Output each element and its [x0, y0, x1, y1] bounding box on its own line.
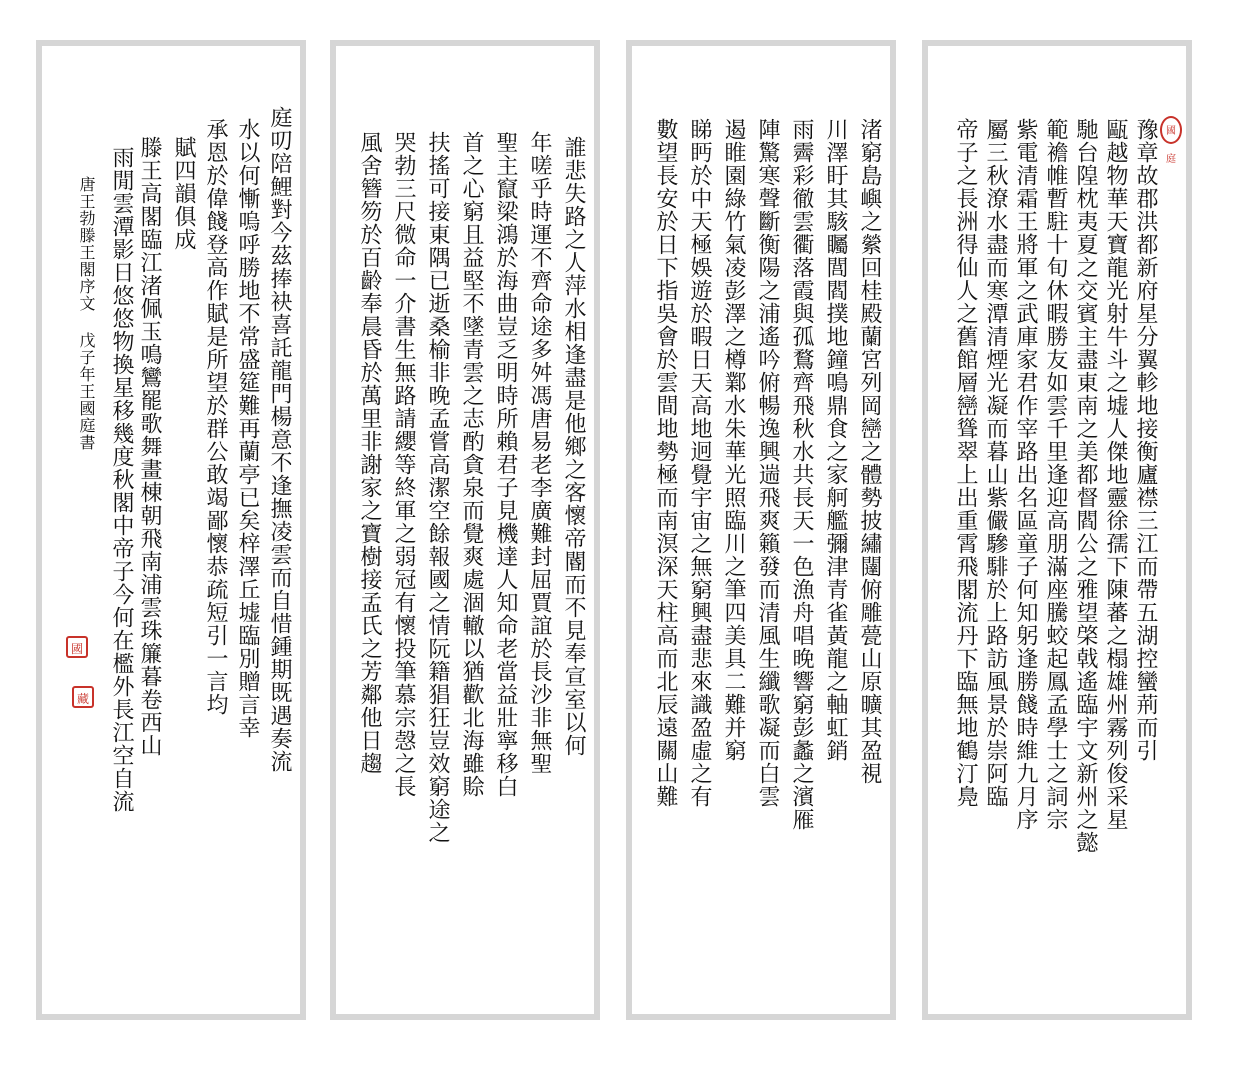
calligraphy-scroll-3: [626, 40, 896, 1020]
text-column: 誰悲失路之人萍水相逢盡是他鄉之客懷帝閽而不見奉宣室以何: [561, 136, 586, 757]
text-column: 屬三秋潦水盡而寒潭清煙光凝而暮山紫儼驂騑於上路訪風景於崇阿臨: [983, 118, 1008, 808]
text-column: 庭叨陪鯉對今茲捧袂喜託龍門楊意不逢撫凌雲而自惜鍾期既遇奏流: [267, 106, 292, 773]
text-column: 睇眄於中天極娛遊於暇日天高地迥覺宇宙之無窮興盡悲來識盈虛之有: [687, 118, 712, 808]
calligraphy-scroll-2: [330, 40, 600, 1020]
text-column: 帝子之長洲得仙人之舊館層巒聳翠上出重霄飛閣流丹下臨無地鶴汀鳧: [953, 118, 978, 808]
text-column: 陣驚寒聲斷衡陽之浦遙吟俯暢逸興遄飛爽籟發而清風生纖歌凝而白雲: [755, 118, 780, 808]
text-column: 紫電清霜王將軍之武庫家君作宰路出名區童子何知躬逢勝餞時維九月序: [1013, 118, 1038, 831]
text-column: 數望長安於日下指吳會於雲間地勢極而南溟深天柱高而北辰遠關山難: [653, 118, 678, 808]
signature-column: 唐王勃滕王閣序文 戊子年王國庭書: [77, 176, 96, 451]
red-seal: 藏: [72, 686, 94, 708]
text-column: 渚窮島嶼之縈回桂殿蘭宮列岡巒之體勢披繡闥俯雕甍山原曠其盈視: [857, 118, 882, 785]
text-column: 範襜帷暫駐十旬休暇勝友如雲千里逢迎高朋滿座騰蛟起鳳孟學士之詞宗: [1043, 118, 1068, 831]
text-column: 甌越物華天寶龍光射牛斗之墟人傑地靈徐孺下陳蕃之榻雄州霧列俊采星: [1103, 118, 1128, 831]
text-column: 哭勃三尺微命一介書生無路請纓等終軍之弱冠有懷投筆慕宗愨之長: [391, 131, 416, 798]
red-seal: 國: [66, 636, 88, 658]
text-column: 雨霽彩徹雲衢落霞與孤鶩齊飛秋水共長天一色漁舟唱晚響窮彭蠡之濱雁: [789, 118, 814, 831]
text-column: 豫章故郡洪都新府星分翼軫地接衡廬襟三江而帶五湖控蠻荊而引: [1133, 118, 1158, 762]
text-column: 雨閒雲潭影日悠悠物換星移幾度秋閣中帝子今何在檻外長江空自流: [109, 146, 134, 813]
text-column: 水以何慚嗚呼勝地不常盛筵難再蘭亭已矣梓澤丘墟臨別贈言幸: [235, 118, 260, 739]
red-seal: 國庭: [1160, 116, 1182, 144]
text-column: 賦四韻俱成: [171, 136, 196, 251]
calligraphy-scroll-1: [36, 40, 306, 1020]
calligraphy-scroll-4: [922, 40, 1192, 1020]
text-column: 首之心窮且益堅不墜青雲之志酌貪泉而覺爽處涸轍以猶歡北海雖賒: [459, 131, 484, 798]
text-column: 承恩於偉餞登高作賦是所望於群公敢竭鄙懷恭疏短引一言均: [203, 118, 228, 716]
text-column: 遏睢園綠竹氣凌彭澤之樽鄴水朱華光照臨川之筆四美具二難并窮: [721, 118, 746, 762]
text-column: 川澤盱其駭矚閭閻撲地鐘鳴鼎食之家舸艦彌津青雀黃龍之軸虹銷: [823, 118, 848, 762]
text-column: 風舍簪笏於百齡奉晨昏於萬里非謝家之寶樹接孟氏之芳鄰他日趨: [357, 131, 382, 775]
text-column: 年嗟乎時運不齊命途多舛馮唐易老李廣難封屈賈誼於長沙非無聖: [527, 131, 552, 775]
text-column: 滕王高閣臨江渚佩玉鳴鸞罷歌舞畫棟朝飛南浦雲珠簾暮卷西山: [137, 136, 162, 757]
text-column: 馳台隍枕夷夏之交賓主盡東南之美都督閻公之雅望棨戟遙臨宇文新州之懿: [1073, 118, 1098, 854]
text-column: 扶搖可接東隅已逝桑榆非晚孟嘗高潔空餘報國之情阮籍猖狂豈效窮途之: [425, 131, 450, 844]
text-column: 聖主竄梁鴻於海曲豈乏明時所賴君子見機達人知命老當益壯寧移白: [493, 131, 518, 798]
